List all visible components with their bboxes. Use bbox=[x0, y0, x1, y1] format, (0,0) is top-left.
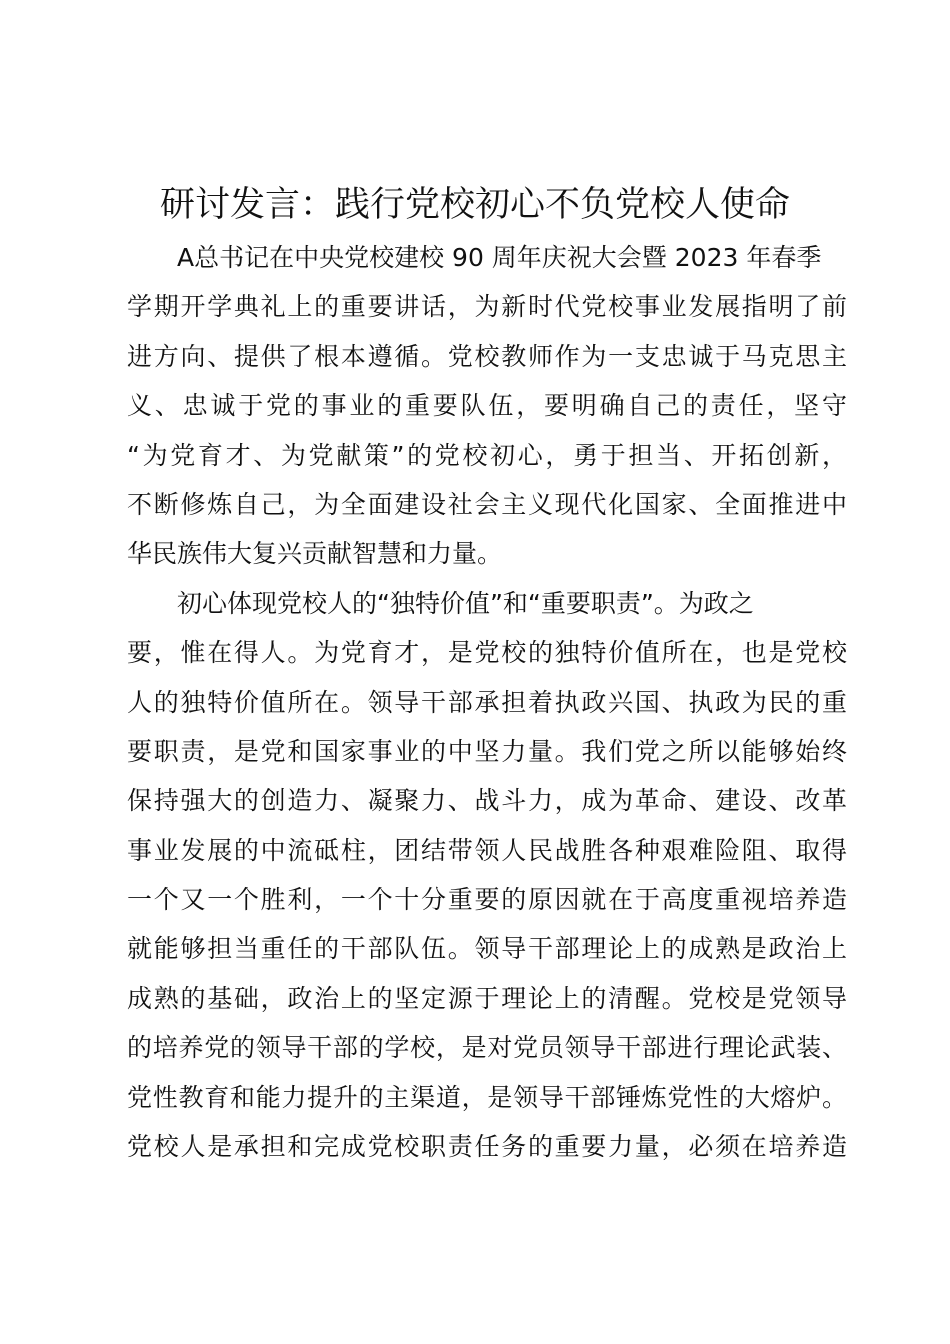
paragraph-2-line-9: 成熟的基础，政治上的坚定源于理论上的清醒。党校是党领导 bbox=[127, 983, 847, 1013]
paragraph-1-line-7: 华民族伟大复兴贡献智慧和力量。 bbox=[127, 539, 503, 569]
paragraph-1-line-5: “为党育才、为党献策”的党校初心，勇于担当、开拓创新， bbox=[127, 440, 847, 470]
paragraph-2-line-10: 的培养党的领导干部的学校，是对党员领导干部进行理论武装、 bbox=[127, 1033, 847, 1063]
paragraph-2-line-8: 就能够担当重任的干部队伍。领导干部理论上的成熟是政治上 bbox=[127, 934, 847, 964]
paragraph-2-line-5: 保持强大的创造力、凝聚力、战斗力，成为革命、建设、改革 bbox=[127, 786, 847, 816]
paragraph-1-line-6: 不断修炼自己，为全面建设社会主义现代化国家、全面推进中 bbox=[127, 489, 847, 519]
document-body bbox=[127, 233, 847, 1171]
paragraph-2-line-11: 党性教育和能力提升的主渠道，是领导干部锤炼党性的大熔炉。 bbox=[127, 1082, 847, 1112]
paragraph-1-line-3: 进方向、提供了根本遵循。党校教师作为一支忠诚于马克思主 bbox=[127, 341, 847, 371]
document-title: 研讨发言：践行党校初心不负党校人使命 bbox=[159, 185, 790, 225]
paragraph-2-line-3: 人的独特价值所在。领导干部承担着执政兴国、执政为民的重 bbox=[127, 687, 847, 717]
paragraph-2-line-4: 要职责，是党和国家事业的中坚力量。我们党之所以能够始终 bbox=[127, 736, 847, 766]
paragraph-2-line-12: 党校人是承担和完成党校职责任务的重要力量，必须在培养造 bbox=[127, 1132, 847, 1162]
paragraph-2-line-6: 事业发展的中流砥柱，团结带领人民战胜各种艰难险阻、取得 bbox=[127, 835, 847, 865]
paragraph-1-line-1: A总书记在中央党校建校 90 周年庆祝大会暨 2023 年春季 bbox=[177, 243, 822, 272]
paragraph-2-line-2: 要，惟在得人。为党育才，是党校的独特价值所在，也是党校 bbox=[127, 638, 847, 668]
paragraph-2-line-7: 一个又一个胜利，一个十分重要的原因就在于高度重视培养造 bbox=[127, 885, 847, 915]
paragraph-2-line-1: 初心体现党校人的“独特价值”和“重要职责”。为政之 bbox=[177, 588, 754, 618]
paragraph-1-line-2: 学期开学典礼上的重要讲话，为新时代党校事业发展指明了前 bbox=[127, 292, 847, 322]
paragraph-1-line-4: 义、忠诚于党的事业的重要队伍，要明确自己的责任，坚守 bbox=[127, 391, 847, 421]
